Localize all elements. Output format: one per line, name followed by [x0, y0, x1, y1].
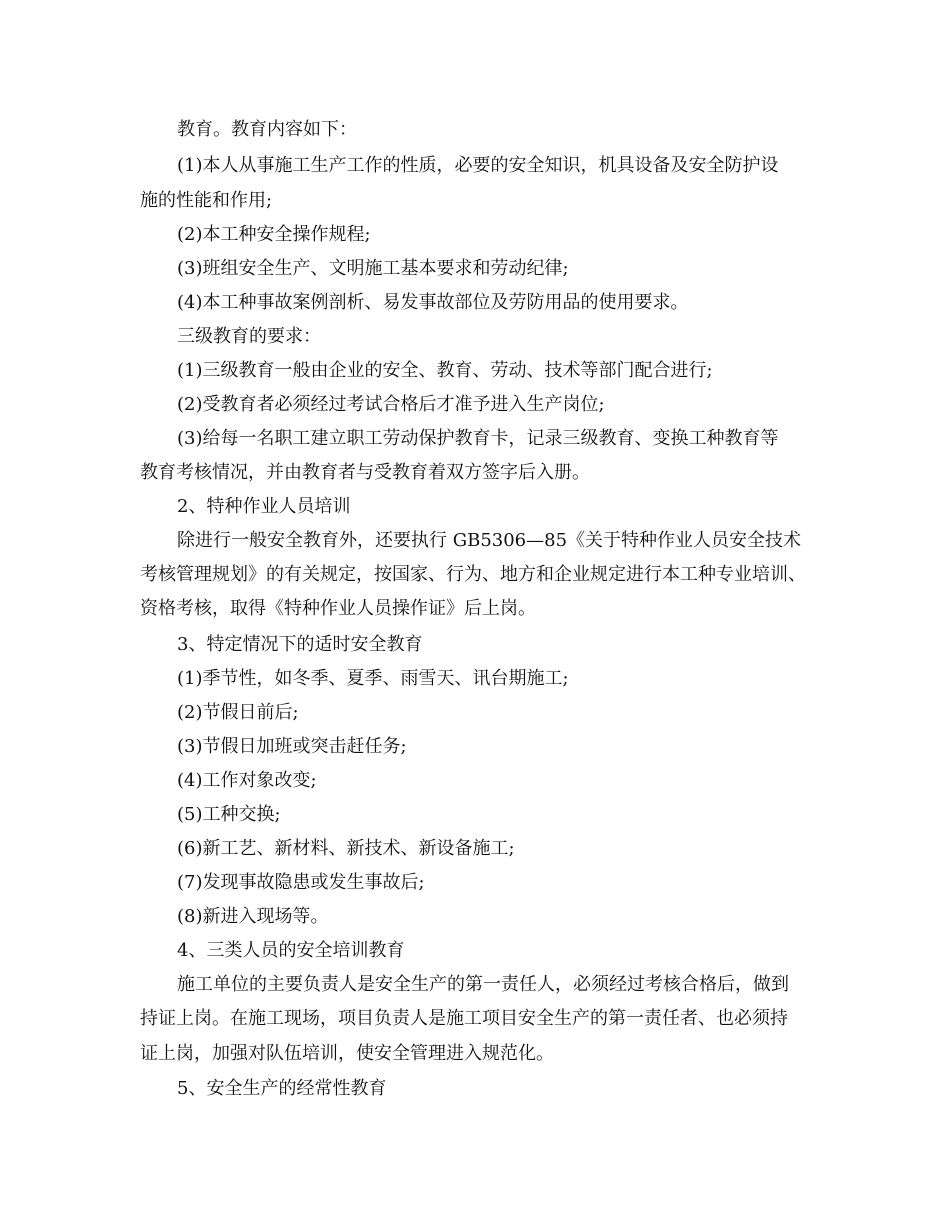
paragraph-line: (3)给每一名职工建立职工劳动保护教育卡，记录三级教育、变换工种教育等 [177, 428, 779, 449]
paragraph-line: (1)三级教育一般由企业的安全、教育、劳动、技术等部门配合进行; [177, 360, 713, 381]
paragraph-line: (3)节假日加班或突击赶任务; [177, 736, 407, 757]
paragraph-line: (1)季节性，如冬季、夏季、雨雪天、讯台期施工; [177, 668, 569, 689]
paragraph-line: (3)班组安全生产、文明施工基本要求和劳动纪律; [177, 258, 569, 279]
paragraph-line: (8)新进入现场等。 [177, 906, 329, 927]
section-heading: 2、特种作业人员培训 [177, 496, 351, 517]
paragraph-line: 考核管理规划》的有关规定，按国家、行为、地方和企业规定进行本工种专业培训、 [140, 564, 806, 585]
paragraph-line: 教育考核情况，并由教育者与受教育着双方签字后入册。 [140, 462, 590, 483]
paragraph-line: (2)节假日前后; [177, 702, 299, 723]
paragraph-line: 证上岗，加强对队伍培训，使安全管理进入规范化。 [140, 1043, 554, 1064]
section-heading: 5、安全生产的经常性教育 [177, 1078, 387, 1099]
section-heading: 三级教育的要求： [177, 326, 321, 347]
paragraph-line: (4)工作对象改变; [177, 770, 317, 791]
paragraph-line: (2)本工种安全操作规程; [177, 224, 371, 245]
paragraph-line: 资格考核，取得《特种作业人员操作证》后上岗。 [140, 598, 536, 619]
paragraph-line: 除进行一般安全教育外，还要执行 GB5306—85《关于特种作业人员安全技术 [177, 530, 802, 551]
paragraph-line: 教育。教育内容如下： [177, 119, 357, 140]
paragraph-line: (2)受教育者必须经过考试合格后才准予进入生产岗位; [177, 394, 605, 415]
section-heading: 3、特定情况下的适时安全教育 [177, 634, 423, 655]
paragraph-line: (1)本人从事施工生产工作的性质，必要的安全知识，机具设备及安全防护设 [177, 155, 779, 176]
paragraph-line: (6)新工艺、新材料、新技术、新设备施工; [177, 838, 515, 859]
section-heading: 4、三类人员的安全培训教育 [177, 940, 405, 961]
paragraph-line: 持证上岗。在施工现场，项目负责人是施工项目安全生产的第一责任者、也必须持 [140, 1008, 788, 1029]
paragraph-line: 施的性能和作用; [140, 190, 273, 211]
paragraph-line: 施工单位的主要负责人是安全生产的第一责任人，必须经过考核合格后，做到 [177, 974, 789, 995]
paragraph-line: (5)工种交换; [177, 804, 281, 825]
paragraph-line: (4)本工种事故案例剖析、易发事故部位及劳防用品的使用要求。 [177, 292, 689, 313]
paragraph-line: (7)发现事故隐患或发生事故后; [177, 872, 425, 893]
